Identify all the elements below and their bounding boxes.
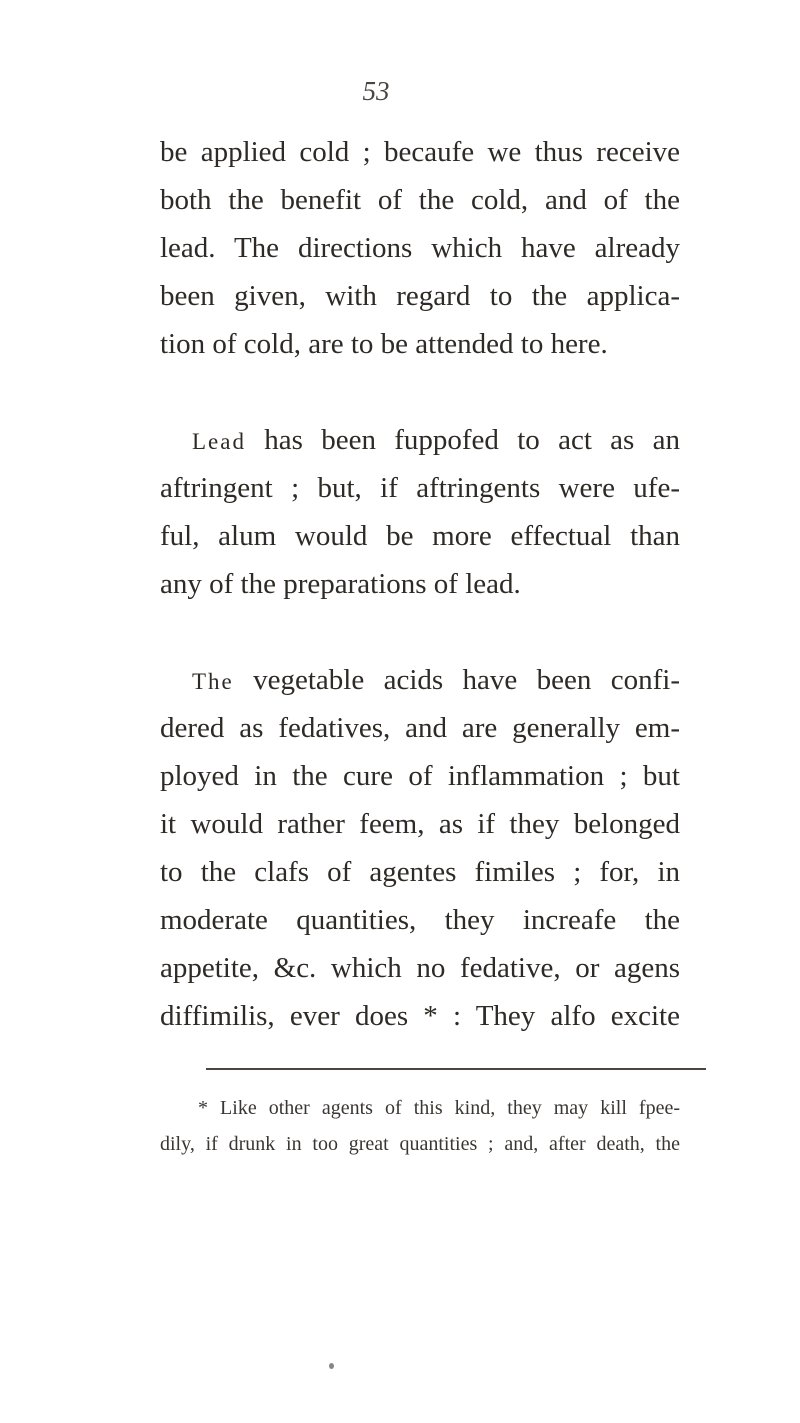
- text-line: moderate quantities, they increafe the: [160, 904, 680, 936]
- text-line: diffimilis, ever does * : They alfo excite: [160, 1000, 680, 1032]
- text-line: been given, with regard to the applica-: [160, 280, 680, 312]
- footnote-line: dily, if drunk in too great quantities ; and, after death, the: [160, 1133, 680, 1155]
- text-line: both the benefit of the cold, and of the: [160, 184, 680, 216]
- text-line: lead. The directions which have already: [160, 232, 680, 264]
- text-line: aftringent ; but, if aftringents were ufe-: [160, 472, 680, 504]
- text-line: tion of cold, are to be attended to here.: [160, 328, 608, 360]
- text-line: dered as fedatives, and are generally em-: [160, 712, 680, 744]
- footnote: [160, 1090, 680, 1162]
- text-line: appetite, &c. which no fedative, or agens: [160, 952, 680, 984]
- paragraph-gap: [160, 608, 680, 656]
- text-fragment: has been fuppofed to act as an: [245, 424, 680, 456]
- text-line: to the clafs of agentes fimiles ; for, in: [160, 856, 680, 888]
- text-line: ployed in the cure of inflammation ; but: [160, 760, 680, 792]
- main-text: [160, 128, 680, 1040]
- text-line: it would rather feem, as if they belonged: [160, 808, 680, 840]
- text-line: [160, 656, 680, 704]
- text-fragment: vegetable acids have been confi-: [233, 664, 680, 696]
- text-line: any of the preparations of lead.: [160, 568, 521, 600]
- text-line: [160, 416, 680, 464]
- text-line: ful, alum would be more effectual than: [160, 520, 680, 552]
- paragraph-gap: [160, 368, 680, 416]
- lead-word: Lead: [192, 429, 246, 454]
- footnote-divider: [206, 1068, 706, 1070]
- paper-speck: [329, 1363, 334, 1369]
- page-number: 53: [362, 76, 390, 106]
- lead-word: The: [192, 669, 234, 694]
- text-line: be applied cold ; becaufe we thus receive: [160, 136, 680, 168]
- footnote-line: * Like other agents of this kind, they may kill fpee-: [198, 1097, 680, 1119]
